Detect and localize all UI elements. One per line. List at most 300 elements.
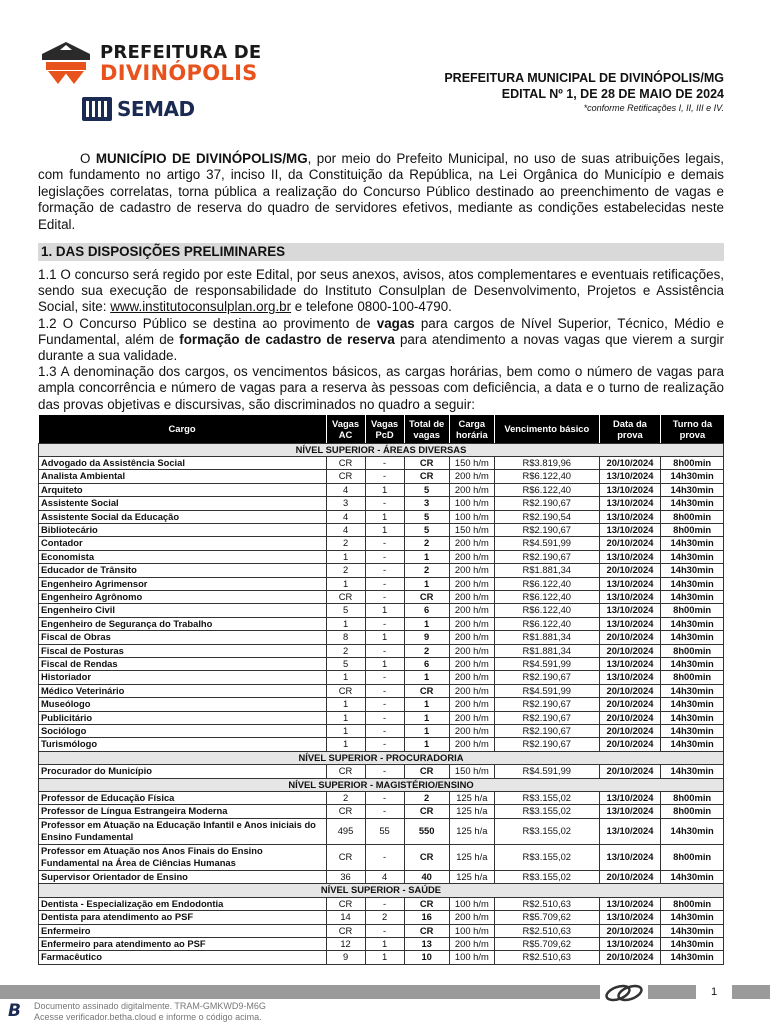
- cell-data: 13/10/2024: [599, 470, 661, 483]
- cell-cargo: Historiador: [39, 671, 327, 684]
- cell-vagas-ac: CR: [326, 924, 365, 937]
- cell-turno: 8h00min: [661, 523, 724, 536]
- cell-vagas-pcd: -: [365, 470, 404, 483]
- cell-total: 1: [404, 550, 449, 563]
- cell-vencimento: R$2.190,67: [494, 671, 599, 684]
- cell-carga: 100 h/m: [449, 924, 494, 937]
- cell-vencimento: R$3.155,02: [494, 870, 599, 883]
- cell-turno: 14h30min: [661, 658, 724, 671]
- cell-vencimento: R$6.122,40: [494, 590, 599, 603]
- cell-turno: 14h30min: [661, 550, 724, 563]
- cell-carga: 200 h/m: [449, 537, 494, 550]
- table-row: [39, 510, 724, 523]
- cell-vagas-pcd: -: [365, 577, 404, 590]
- cell-vagas-pcd: 1: [365, 523, 404, 536]
- table-row: [39, 924, 724, 937]
- svg-text:B: B: [8, 1001, 21, 1021]
- cell-data: 20/10/2024: [599, 644, 661, 657]
- col-header-vagas-ac: Vagas AC: [326, 415, 365, 443]
- paragraph-1-2-tail: para atendimento a novas vagas que vierem a surgir durante a sua validade.: [38, 331, 724, 364]
- cell-vencimento: R$4.591,99: [494, 537, 599, 550]
- city-hall-logo-icon: [38, 40, 94, 86]
- cell-turno: 14h30min: [661, 911, 724, 924]
- table-row: [39, 456, 724, 469]
- cell-carga: 200 h/m: [449, 937, 494, 950]
- cell-vagas-pcd: -: [365, 644, 404, 657]
- table-row: [39, 792, 724, 805]
- cell-data: 20/10/2024: [599, 951, 661, 964]
- table-row: [39, 765, 724, 778]
- intro-lead: O: [80, 151, 96, 166]
- table-row: [39, 577, 724, 590]
- cell-vencimento: R$4.591,99: [494, 684, 599, 697]
- cell-vencimento: R$3.155,02: [494, 818, 599, 844]
- cell-vencimento: R$2.190,54: [494, 510, 599, 523]
- cell-vagas-ac: 3: [326, 497, 365, 510]
- cell-vagas-ac: 2: [326, 644, 365, 657]
- table-row: [39, 870, 724, 883]
- header-logo: [38, 40, 268, 130]
- cell-vagas-pcd: -: [365, 497, 404, 510]
- cell-turno: 14h30min: [661, 725, 724, 738]
- paragraph-1-2-cadastro: formação de cadastro de reserva: [179, 331, 395, 347]
- cell-vagas-ac: 495: [326, 818, 365, 844]
- cell-turno: 8h00min: [661, 456, 724, 469]
- group-row: [39, 884, 724, 897]
- group-row: [39, 443, 724, 456]
- table-row: [39, 711, 724, 724]
- table-row: [39, 631, 724, 644]
- cell-cargo: Educador de Trânsito: [39, 564, 327, 577]
- betha-logo-icon: [4, 999, 30, 1023]
- cell-cargo: Assistente Social da Educação: [39, 510, 327, 523]
- cell-cargo: Farmacêutico: [39, 951, 327, 964]
- intro-rest: , por meio do Prefeito Municipal, no uso de suas atribuições legais, com fundamento no artigo 37, inciso II, da Constituição da República, na Lei Orgânica do Município e demais legislações correlatas, torna pública a realização do Concurso Público destinado ao preenchimento de vagas e formação de cadastro de reserva do quadro de servidores efetivos, mediante as condições estabelecidas neste Edital.: [38, 151, 724, 232]
- cell-total: CR: [404, 924, 449, 937]
- cell-vagas-ac: 1: [326, 550, 365, 563]
- cell-vagas-ac: 4: [326, 523, 365, 536]
- cell-vagas-ac: 4: [326, 483, 365, 496]
- table-row: [39, 644, 724, 657]
- cell-cargo: Engenheiro Agrimensor: [39, 577, 327, 590]
- cell-cargo: Economista: [39, 550, 327, 563]
- cell-turno: 14h30min: [661, 698, 724, 711]
- cell-total: CR: [404, 765, 449, 778]
- cell-vagas-ac: 1: [326, 698, 365, 711]
- cell-vencimento: R$1.881,34: [494, 644, 599, 657]
- cell-carga: 200 h/m: [449, 698, 494, 711]
- cell-carga: 200 h/m: [449, 564, 494, 577]
- cell-total: 5: [404, 523, 449, 536]
- cell-carga: 100 h/m: [449, 951, 494, 964]
- cell-vagas-pcd: 55: [365, 818, 404, 844]
- cell-vagas-pcd: -: [365, 897, 404, 910]
- cell-vagas-ac: 1: [326, 671, 365, 684]
- cell-data: 13/10/2024: [599, 818, 661, 844]
- table-header-row: [39, 415, 724, 443]
- table-row: [39, 617, 724, 630]
- cell-total: 10: [404, 951, 449, 964]
- cell-carga: 150 h/m: [449, 523, 494, 536]
- cell-vencimento: R$6.122,40: [494, 617, 599, 630]
- cell-data: 13/10/2024: [599, 911, 661, 924]
- cell-cargo: Professor em Atuação na Educação Infantil e Anos iniciais do Ensino Fundamental: [39, 818, 327, 844]
- signature-line-1: Documento assinado digitalmente. TRAM-GMKWD9-M6G: [34, 1001, 266, 1011]
- cell-total: 40: [404, 870, 449, 883]
- cell-vagas-pcd: -: [365, 590, 404, 603]
- cell-total: 5: [404, 510, 449, 523]
- cell-data: 20/10/2024: [599, 711, 661, 724]
- cell-turno: 14h30min: [661, 738, 724, 751]
- cell-vagas-ac: CR: [326, 805, 365, 818]
- cell-total: CR: [404, 684, 449, 697]
- cell-cargo: Médico Veterinário: [39, 684, 327, 697]
- cell-turno: 14h30min: [661, 564, 724, 577]
- col-header-cargo: Cargo: [39, 415, 327, 443]
- cell-vencimento: R$6.122,40: [494, 470, 599, 483]
- section-1-heading: 1. DAS DISPOSIÇÕES PRELIMINARES: [38, 243, 724, 261]
- cell-carga: 125 h/a: [449, 792, 494, 805]
- cell-vagas-ac: 14: [326, 911, 365, 924]
- cell-data: 13/10/2024: [599, 658, 661, 671]
- cell-carga: 200 h/m: [449, 658, 494, 671]
- cell-turno: 14h30min: [661, 684, 724, 697]
- cell-total: 1: [404, 577, 449, 590]
- cell-vagas-ac: 5: [326, 604, 365, 617]
- cell-vencimento: R$6.122,40: [494, 483, 599, 496]
- cell-vencimento: R$2.510,63: [494, 924, 599, 937]
- cell-total: 9: [404, 631, 449, 644]
- cell-vencimento: R$1.881,34: [494, 564, 599, 577]
- cell-cargo: Engenheiro de Segurança do Trabalho: [39, 617, 327, 630]
- cell-vagas-ac: 2: [326, 564, 365, 577]
- edital-title: EDITAL Nº 1, DE 28 DE MAIO DE 2024: [501, 87, 724, 101]
- cell-data: 20/10/2024: [599, 564, 661, 577]
- cell-vagas-pcd: -: [365, 711, 404, 724]
- cell-turno: 14h30min: [661, 870, 724, 883]
- cell-vagas-ac: 1: [326, 725, 365, 738]
- cell-vagas-pcd: -: [365, 550, 404, 563]
- cell-turno: 14h30min: [661, 937, 724, 950]
- footer-bar: [0, 985, 770, 999]
- cell-vencimento: R$2.510,63: [494, 951, 599, 964]
- paragraph-1-1: [38, 267, 724, 316]
- cell-carga: 100 h/m: [449, 510, 494, 523]
- cell-turno: 14h30min: [661, 470, 724, 483]
- digital-signature-note: [34, 1001, 266, 1023]
- cell-turno: 14h30min: [661, 924, 724, 937]
- cell-vencimento: R$3.155,02: [494, 805, 599, 818]
- table-row: [39, 684, 724, 697]
- cell-data: 13/10/2024: [599, 792, 661, 805]
- col-header-vagas-pcd: Vagas PcD: [365, 415, 404, 443]
- cell-vagas-ac: 4: [326, 510, 365, 523]
- cell-cargo: Enfermeiro: [39, 924, 327, 937]
- semad-building-icon: [80, 93, 114, 123]
- cell-data: 13/10/2024: [599, 577, 661, 590]
- cell-data: 20/10/2024: [599, 684, 661, 697]
- cell-vagas-pcd: -: [365, 765, 404, 778]
- cell-total: 2: [404, 537, 449, 550]
- paragraph-1-2-text: 1.2 O Concurso Público se destina ao provimento de: [38, 315, 377, 331]
- cell-vagas-pcd: 4: [365, 870, 404, 883]
- cell-vagas-pcd: -: [365, 456, 404, 469]
- cell-carga: 200 h/m: [449, 470, 494, 483]
- col-header-turno: Turno da prova: [661, 415, 724, 443]
- cell-total: 1: [404, 698, 449, 711]
- cell-total: 6: [404, 658, 449, 671]
- cell-turno: 14h30min: [661, 483, 724, 496]
- cell-total: 16: [404, 911, 449, 924]
- cell-vagas-pcd: -: [365, 671, 404, 684]
- table-row: [39, 937, 724, 950]
- cell-carga: 200 h/m: [449, 590, 494, 603]
- cell-vagas-pcd: -: [365, 684, 404, 697]
- cell-vencimento: R$2.190,67: [494, 550, 599, 563]
- cell-vencimento: R$6.122,40: [494, 577, 599, 590]
- cell-carga: 200 h/m: [449, 483, 494, 496]
- cell-carga: 200 h/m: [449, 604, 494, 617]
- cell-vencimento: R$2.510,63: [494, 897, 599, 910]
- cell-data: 20/10/2024: [599, 870, 661, 883]
- cell-vagas-ac: 2: [326, 537, 365, 550]
- cell-vagas-ac: 9: [326, 951, 365, 964]
- col-header-vencimento: Vencimento básico: [494, 415, 599, 443]
- cell-total: CR: [404, 470, 449, 483]
- cell-vagas-pcd: 1: [365, 604, 404, 617]
- table-row: [39, 805, 724, 818]
- paragraph-1-3: 1.3 A denominação dos cargos, os vencimentos básicos, as cargas horárias, bem como o número de vagas para ampla concorrência e número de vagas para a reserva às pessoas com deficiência, a data e o turno de realização das provas objetivas e discursivas, são discriminados no quadro a seguir:: [38, 364, 724, 412]
- intro-paragraph: [38, 151, 724, 233]
- table-row: [39, 537, 724, 550]
- cell-vagas-pcd: 1: [365, 483, 404, 496]
- logo-line-1: PREFEITURA DE: [100, 42, 262, 63]
- cell-turno: 14h30min: [661, 577, 724, 590]
- table-row: [39, 658, 724, 671]
- document-header: [444, 70, 724, 115]
- cell-turno: 14h30min: [661, 818, 724, 844]
- cell-vagas-ac: 1: [326, 577, 365, 590]
- cell-data: 13/10/2024: [599, 937, 661, 950]
- cell-carga: 200 h/m: [449, 711, 494, 724]
- cell-vagas-ac: CR: [326, 844, 365, 870]
- cell-total: 6: [404, 604, 449, 617]
- group-title: NÍVEL SUPERIOR - PROCURADORIA: [39, 751, 724, 764]
- cell-carga: 100 h/m: [449, 497, 494, 510]
- cell-vencimento: R$2.190,67: [494, 711, 599, 724]
- cell-carga: 200 h/m: [449, 617, 494, 630]
- cell-cargo: Publicitário: [39, 711, 327, 724]
- cell-vagas-ac: CR: [326, 470, 365, 483]
- cell-carga: 125 h/a: [449, 844, 494, 870]
- cell-vagas-pcd: -: [365, 537, 404, 550]
- positions-table: [38, 415, 724, 965]
- table-row: [39, 818, 724, 844]
- consulplan-link[interactable]: www.institutoconsulplan.org.br: [110, 299, 292, 315]
- cell-vagas-pcd: -: [365, 725, 404, 738]
- cell-cargo: Dentista - Especialização em Endodontia: [39, 897, 327, 910]
- cell-vagas-pcd: 1: [365, 658, 404, 671]
- cell-cargo: Fiscal de Obras: [39, 631, 327, 644]
- cell-total: CR: [404, 590, 449, 603]
- cell-cargo: Arquiteto: [39, 483, 327, 496]
- cell-turno: 14h30min: [661, 951, 724, 964]
- cell-cargo: Fiscal de Rendas: [39, 658, 327, 671]
- cell-cargo: Engenheiro Agrônomo: [39, 590, 327, 603]
- paragraph-1-2: [38, 316, 724, 365]
- cell-carga: 200 h/m: [449, 725, 494, 738]
- cell-turno: 8h00min: [661, 671, 724, 684]
- table-row: [39, 590, 724, 603]
- cell-turno: 8h00min: [661, 897, 724, 910]
- cell-data: 20/10/2024: [599, 738, 661, 751]
- cell-cargo: Professor de Língua Estrangeira Moderna: [39, 805, 327, 818]
- cell-turno: 8h00min: [661, 805, 724, 818]
- cell-data: 13/10/2024: [599, 671, 661, 684]
- table-row: [39, 698, 724, 711]
- cell-data: 13/10/2024: [599, 897, 661, 910]
- cell-data: 13/10/2024: [599, 497, 661, 510]
- cell-vagas-ac: CR: [326, 456, 365, 469]
- cell-vencimento: R$2.190,67: [494, 698, 599, 711]
- cell-vagas-pcd: -: [365, 924, 404, 937]
- cell-carga: 200 h/m: [449, 684, 494, 697]
- cell-cargo: Professor de Educação Física: [39, 792, 327, 805]
- paragraph-1-2-mid: para cargos de Nível Superior, Técnico, Médio e Fundamental, além de: [38, 315, 724, 347]
- cell-vagas-ac: CR: [326, 765, 365, 778]
- cell-vagas-pcd: 1: [365, 951, 404, 964]
- cell-cargo: Contador: [39, 537, 327, 550]
- cell-vencimento: R$6.122,40: [494, 604, 599, 617]
- cell-turno: 14h30min: [661, 711, 724, 724]
- cell-vencimento: R$2.190,67: [494, 738, 599, 751]
- cell-vencimento: R$2.190,67: [494, 497, 599, 510]
- col-header-data: Data da prova: [599, 415, 661, 443]
- cell-total: CR: [404, 456, 449, 469]
- cell-data: 20/10/2024: [599, 924, 661, 937]
- cell-cargo: Supervisor Orientador de Ensino: [39, 870, 327, 883]
- table-row: [39, 550, 724, 563]
- cell-total: 3: [404, 497, 449, 510]
- cell-total: 2: [404, 564, 449, 577]
- table-row: [39, 738, 724, 751]
- cell-total: 1: [404, 725, 449, 738]
- cell-vencimento: R$3.155,02: [494, 792, 599, 805]
- cell-total: 5: [404, 483, 449, 496]
- cell-turno: 14h30min: [661, 617, 724, 630]
- cell-data: 13/10/2024: [599, 617, 661, 630]
- cell-total: 1: [404, 711, 449, 724]
- cell-vencimento: R$3.819,96: [494, 456, 599, 469]
- cell-turno: 14h30min: [661, 590, 724, 603]
- cell-turno: 14h30min: [661, 765, 724, 778]
- cell-vagas-ac: 1: [326, 738, 365, 751]
- cell-cargo: Dentista para atendimento ao PSF: [39, 911, 327, 924]
- table-body: [39, 443, 724, 964]
- group-row: [39, 778, 724, 791]
- cell-carga: 200 h/m: [449, 577, 494, 590]
- group-title: NÍVEL SUPERIOR - MAGISTÉRIO/ENSINO: [39, 778, 724, 791]
- cell-carga: 100 h/m: [449, 897, 494, 910]
- cell-total: CR: [404, 897, 449, 910]
- cell-vagas-ac: 12: [326, 937, 365, 950]
- cell-data: 13/10/2024: [599, 604, 661, 617]
- cell-vencimento: R$2.190,67: [494, 725, 599, 738]
- chain-link-icon: [600, 982, 648, 1004]
- paragraph-1-2-vagas: vagas: [376, 315, 415, 331]
- cell-vagas-pcd: -: [365, 698, 404, 711]
- cell-vagas-ac: 1: [326, 711, 365, 724]
- cell-cargo: Engenheiro Civil: [39, 604, 327, 617]
- cell-carga: 150 h/m: [449, 456, 494, 469]
- cell-vagas-ac: CR: [326, 590, 365, 603]
- organization-title: PREFEITURA MUNICIPAL DE DIVINÓPOLIS/MG: [444, 71, 724, 85]
- table-row: [39, 911, 724, 924]
- cell-total: 2: [404, 792, 449, 805]
- cell-turno: 14h30min: [661, 537, 724, 550]
- group-row: [39, 751, 724, 764]
- table-row: [39, 671, 724, 684]
- table-row: [39, 604, 724, 617]
- cell-data: 20/10/2024: [599, 631, 661, 644]
- intro-municipio: MUNICÍPIO DE DIVINÓPOLIS/MG: [95, 151, 308, 166]
- cell-data: 13/10/2024: [599, 590, 661, 603]
- cell-data: 20/10/2024: [599, 698, 661, 711]
- cell-vagas-ac: CR: [326, 684, 365, 697]
- cell-vagas-ac: CR: [326, 897, 365, 910]
- table-row: [39, 483, 724, 496]
- cell-carga: 125 h/a: [449, 818, 494, 844]
- cell-data: 13/10/2024: [599, 805, 661, 818]
- cell-data: 20/10/2024: [599, 456, 661, 469]
- cell-cargo: Bibliotecário: [39, 523, 327, 536]
- group-title: NÍVEL SUPERIOR - SAÚDE: [39, 884, 724, 897]
- page-number: 1: [696, 979, 732, 1005]
- cell-cargo: Sociólogo: [39, 725, 327, 738]
- cell-cargo: Procurador do Município: [39, 765, 327, 778]
- signature-line-2: Acesse verificador.betha.cloud e informe o código acima.: [34, 1012, 262, 1022]
- cell-carga: 200 h/m: [449, 550, 494, 563]
- cell-cargo: Professor em Atuação nos Anos Finais do Ensino Fundamental na Área de Ciências Humanas: [39, 844, 327, 870]
- cell-cargo: Analista Ambiental: [39, 470, 327, 483]
- table-row: [39, 470, 724, 483]
- table-row: [39, 497, 724, 510]
- cell-vagas-ac: 5: [326, 658, 365, 671]
- paragraph-1-1-text: 1.1 O concurso será regido por este Edital, por seus anexos, avisos, atos complementares e eventuais retificações, sendo sua execução de responsabilidade do Instituto Consulplan de Desenvolvimento, Projetos e Assistência Social, site:: [38, 267, 724, 315]
- cell-vagas-pcd: 2: [365, 911, 404, 924]
- table-row: [39, 564, 724, 577]
- cell-data: 20/10/2024: [599, 725, 661, 738]
- cell-cargo: Turismólogo: [39, 738, 327, 751]
- cell-vagas-ac: 2: [326, 792, 365, 805]
- cell-total: 1: [404, 738, 449, 751]
- cell-turno: 8h00min: [661, 844, 724, 870]
- cell-vagas-pcd: -: [365, 738, 404, 751]
- cell-data: 13/10/2024: [599, 550, 661, 563]
- table-row: [39, 844, 724, 870]
- cell-turno: 14h30min: [661, 497, 724, 510]
- cell-vencimento: R$5.709,62: [494, 937, 599, 950]
- cell-data: 13/10/2024: [599, 510, 661, 523]
- cell-vencimento: R$1.881,34: [494, 631, 599, 644]
- cell-turno: 8h00min: [661, 510, 724, 523]
- table-row: [39, 523, 724, 536]
- cell-vagas-pcd: 1: [365, 937, 404, 950]
- cell-data: 13/10/2024: [599, 844, 661, 870]
- cell-carga: 200 h/m: [449, 644, 494, 657]
- cell-vagas-pcd: -: [365, 805, 404, 818]
- col-header-carga: Carga horária: [449, 415, 494, 443]
